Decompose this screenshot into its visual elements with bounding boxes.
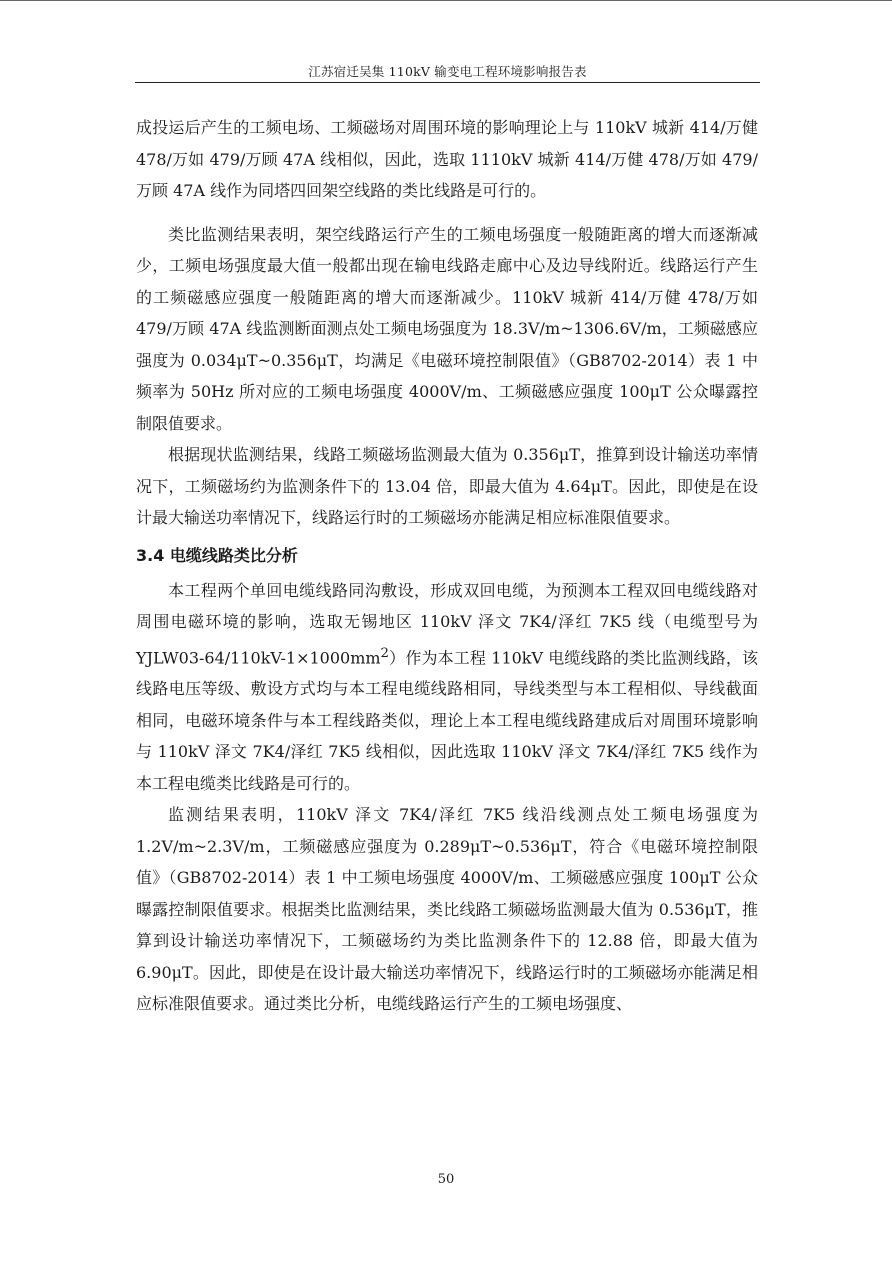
- paragraph-4-part-b: ）作为本工程 110kV 电缆线路的类比监测线路，该线路电压等级、敷设方式均与本工程电缆线路相同，导线类型与本工程相似、导线截面相同，电磁环境条件与本工程线路类似，理论上本工程电缆线路建成后对周围环境影响与 110kV 泽文 7K4/泽红 7K5 线相似，因此选取 110kV 泽文 7K4/泽红 7K5 线作为本工程电缆类比线路是可行的。: [136, 647, 758, 793]
- paragraph-4: [136, 575, 758, 800]
- paragraph-2: 类比监测结果表明，架空线路运行产生的工频电场强度一般随距离的增大而逐渐减少，工频电场强度最大值一般都出现在输电线路走廊中心及边导线附近。线路运行产生的工频磁感应强度一般随距离的增大而逐渐减少。110kV 城新 414/万健 478/万如 479/万顾 47A 线监测断面测点处工频电场强度为 18.3V/m~1306.6V/m，工频磁感应强度为 0.034μT~0.356μT，均满足《电磁环境控制限值》（GB8702-2014）表 1 中频率为 50Hz 所对应的工频电场强度 4000V/m、工频磁感应强度 100μT 公众曝露控制限值要求。: [136, 224, 758, 433]
- page-top-edge: [0, 0, 892, 1]
- paragraph-4-part-a: 本工程两个单回电缆线路同沟敷设，形成双回电缆，为预测本工程双回电缆线路对周围电磁环境的影响，选取无锡地区 110kV 泽文 7K4/泽红 7K5 线（电缆型号为 YJLW03-64/110kV-1×1000mm: [136, 580, 758, 667]
- section-heading: 3.4 电缆线路类比分析: [136, 545, 298, 565]
- page-number: 50: [437, 1172, 455, 1187]
- paragraph-1: 成投运后产生的工频电场、工频磁场对周围环境的影响理论上与 110kV 城新 414/万健 478/万如 479/万顾 47A 线相似，因此，选取 1110kV 城新 414/万健 478/万如 479/万顾 47A 线作为同塔四回架空线路的类比线路是可行的。: [136, 118, 758, 200]
- header-rule: [135, 82, 760, 83]
- paragraph-3: 根据现状监测结果，线路工频磁场监测最大值为 0.356μT，推算到设计输送功率情况下，工频磁场约为监测条件下的 13.04 倍，即最大值为 4.64μT。因此，即使是在设计最大输送功率情况下，线路运行时的工频磁场亦能满足相应标准限值要求。: [136, 445, 758, 527]
- paragraph-5: 监测结果表明，110kV 泽文 7K4/泽红 7K5 线沿线测点处工频电场强度为 1.2V/m~2.3V/m，工频磁感应强度为 0.289μT~0.536μT，符合《电磁环境控制限值》（GB8702-2014）表 1 中工频电场强度 4000V/m、工频磁感应强度 100μT 公众曝露控制限值要求。根据类比监测结果，类比线路工频磁场监测最大值为 0.536μT，推算到设计输送功率情况下，工频磁场约为类比监测条件下的 12.88 倍，即最大值为 6.90μT。因此，即使是在设计最大输送功率情况下，线路运行时的工频磁场亦能满足相应标准限值要求。通过类比分析，电缆线路运行产生的工频电场强度、: [136, 805, 758, 1014]
- superscript-2: 2: [380, 645, 390, 661]
- page-body: [136, 112, 758, 1020]
- running-header: 江苏宿迁吴集 110kV 输变电工程环境影响报告表: [308, 64, 587, 79]
